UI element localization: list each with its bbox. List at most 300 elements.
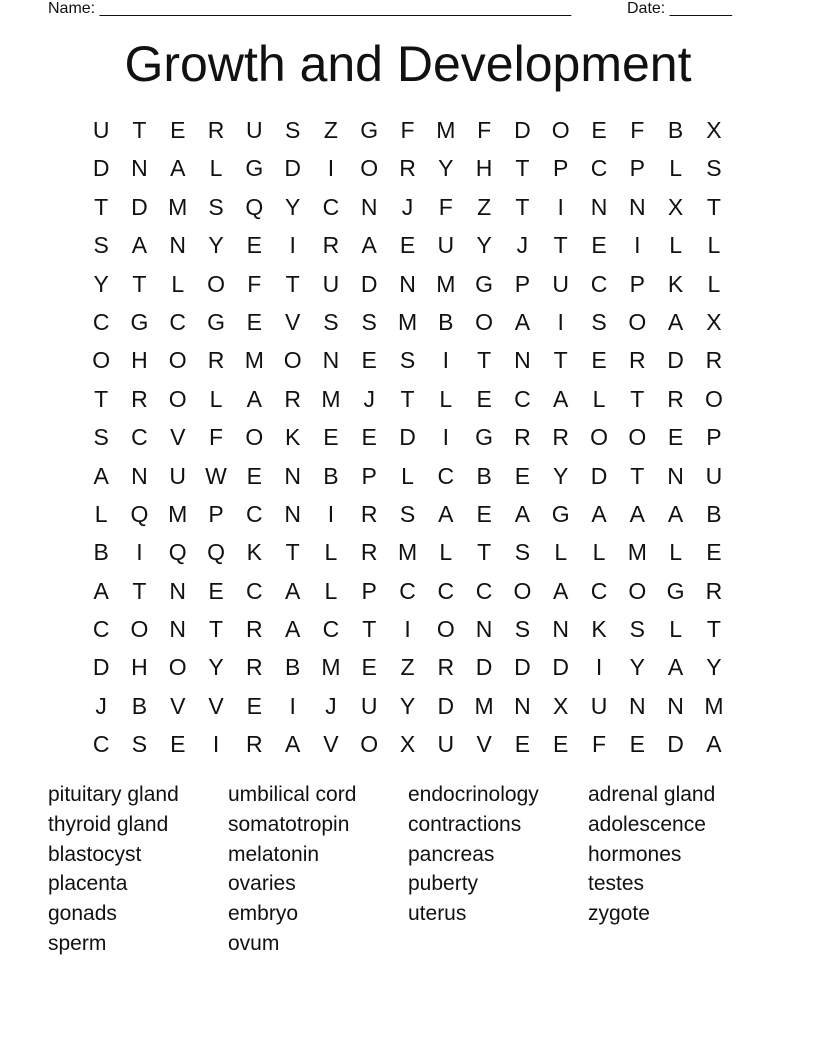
grid-letter[interactable]: E <box>476 500 492 527</box>
grid-letter[interactable]: O <box>168 347 187 374</box>
grid-letter[interactable]: M <box>704 692 724 719</box>
grid-letter[interactable]: P <box>514 270 531 297</box>
grid-letter[interactable]: K <box>667 270 684 297</box>
word-bank-item: sperm <box>48 931 107 955</box>
grid-letter[interactable]: A <box>514 308 531 335</box>
grid-letter[interactable]: A <box>284 616 301 643</box>
grid-letter[interactable]: Y <box>399 692 416 719</box>
grid-letter[interactable]: O <box>551 117 570 143</box>
grid-letter[interactable]: V <box>170 692 186 719</box>
grid-letter[interactable]: T <box>132 270 147 297</box>
grid-letter[interactable]: N <box>284 462 301 489</box>
grid-letter[interactable]: L <box>592 385 606 412</box>
grid-letter[interactable]: L <box>707 270 721 297</box>
grid-letter[interactable]: R <box>628 347 646 374</box>
grid-letter[interactable]: Y <box>476 232 492 259</box>
grid-letter[interactable]: J <box>325 692 337 719</box>
grid-letter[interactable]: L <box>592 539 606 566</box>
grid-letter[interactable]: R <box>437 654 455 681</box>
grid-letter[interactable]: L <box>401 462 414 489</box>
grid-letter[interactable]: R <box>131 385 148 412</box>
grid-letter[interactable]: O <box>475 308 494 335</box>
word-bank-item: pituitary gland <box>48 783 179 806</box>
grid-letter[interactable]: E <box>246 462 262 489</box>
grid-letter[interactable]: I <box>289 692 296 719</box>
grid-letter[interactable]: E <box>208 577 224 604</box>
grid-letter[interactable]: I <box>595 654 603 681</box>
grid-letter[interactable]: S <box>514 539 531 566</box>
grid-letter[interactable]: E <box>361 424 377 451</box>
grid-letter[interactable]: T <box>94 193 109 220</box>
grid-letter[interactable]: B <box>706 500 722 527</box>
grid-letter[interactable]: N <box>360 193 378 220</box>
grid-letter[interactable]: R <box>207 117 225 143</box>
grid-letter[interactable]: M <box>397 308 418 335</box>
grid-letter[interactable]: R <box>399 155 416 182</box>
grid-letter[interactable]: A <box>514 500 531 527</box>
grid-letter[interactable]: Z <box>477 193 492 220</box>
grid-letter[interactable]: R <box>322 232 340 259</box>
grid-letter[interactable]: T <box>477 539 492 566</box>
grid-letter[interactable]: L <box>669 539 682 566</box>
grid-letter[interactable]: A <box>284 577 301 604</box>
grid-letter[interactable]: A <box>170 155 186 182</box>
grid-letter[interactable]: U <box>360 692 378 719</box>
grid-letter[interactable]: I <box>442 347 450 374</box>
grid-letter[interactable]: N <box>475 616 493 643</box>
grid-letter[interactable]: U <box>92 117 110 143</box>
grid-letter[interactable]: U <box>552 270 570 297</box>
grid-letter[interactable]: A <box>361 232 377 259</box>
grid-letter[interactable]: F <box>630 117 645 143</box>
grid-letter[interactable]: X <box>706 117 722 143</box>
grid-letter[interactable]: G <box>475 270 494 297</box>
grid-letter[interactable]: D <box>92 155 110 182</box>
grid-letter[interactable]: I <box>212 731 220 758</box>
grid-letter[interactable]: L <box>439 539 453 566</box>
grid-letter[interactable]: E <box>667 424 684 451</box>
grid-letter[interactable]: R <box>207 347 225 374</box>
grid-letter[interactable]: A <box>438 500 454 527</box>
grid-letter[interactable]: U <box>705 462 723 489</box>
grid-letter[interactable]: C <box>590 270 608 297</box>
grid-letter[interactable]: J <box>95 692 107 719</box>
grid-letter[interactable]: T <box>515 155 530 182</box>
grid-letter[interactable]: Y <box>553 462 569 489</box>
grid-letter[interactable]: M <box>168 500 188 527</box>
grid-letter[interactable]: U <box>169 462 187 489</box>
grid-letter[interactable]: C <box>131 424 148 451</box>
grid-letter[interactable]: C <box>322 193 340 220</box>
grid-letter[interactable]: T <box>285 539 300 566</box>
grid-letter[interactable]: F <box>247 270 262 297</box>
grid-letter[interactable]: T <box>209 616 224 643</box>
grid-letter[interactable]: J <box>363 385 375 412</box>
grid-letter[interactable]: P <box>553 155 569 182</box>
grid-letter[interactable]: O <box>168 654 187 681</box>
grid-letter[interactable]: R <box>552 424 570 451</box>
grid-letter[interactable]: N <box>667 692 684 719</box>
grid-letter[interactable]: C <box>590 577 608 604</box>
grid-letter[interactable]: C <box>169 308 187 335</box>
grid-letter[interactable]: O <box>513 577 532 604</box>
grid-letter[interactable]: M <box>321 654 341 681</box>
grid-letter[interactable]: E <box>591 347 607 374</box>
grid-letter[interactable]: S <box>591 308 607 335</box>
grid-letter[interactable]: V <box>323 731 339 758</box>
grid-letter[interactable]: G <box>551 500 570 527</box>
grid-letter[interactable]: O <box>283 347 302 374</box>
grid-letter[interactable]: L <box>669 155 682 182</box>
grid-letter[interactable]: L <box>439 385 453 412</box>
grid-letter[interactable]: N <box>169 616 187 643</box>
grid-letter[interactable]: U <box>322 270 340 297</box>
grid-letter[interactable]: R <box>667 385 684 412</box>
grid-letter[interactable]: A <box>667 654 684 681</box>
grid-letter[interactable]: M <box>244 347 264 374</box>
grid-letter[interactable]: T <box>630 385 645 412</box>
grid-letter[interactable]: B <box>667 117 684 143</box>
grid-letter[interactable]: X <box>667 193 684 220</box>
grid-letter[interactable]: T <box>94 385 109 412</box>
grid-letter[interactable]: L <box>554 539 568 566</box>
grid-letter[interactable]: O <box>245 424 264 451</box>
word-bank-item: umbilical cord <box>228 783 357 806</box>
grid-letter[interactable]: P <box>208 500 224 527</box>
grid-letter[interactable]: T <box>553 232 568 259</box>
grid-letter[interactable]: N <box>628 193 646 220</box>
grid-letter[interactable]: D <box>399 424 416 451</box>
grid-letter[interactable]: C <box>246 500 263 527</box>
grid-letter[interactable]: N <box>514 692 531 719</box>
grid-letter[interactable]: N <box>399 270 416 297</box>
word-bank-item: placenta <box>48 872 128 896</box>
grid-letter[interactable]: S <box>208 193 224 220</box>
grid-letter[interactable]: Y <box>208 654 224 681</box>
grid-letter[interactable]: S <box>361 308 377 335</box>
grid-letter[interactable]: L <box>324 577 338 604</box>
grid-letter[interactable]: R <box>705 577 723 604</box>
grid-letter[interactable]: E <box>476 385 492 412</box>
grid-letter[interactable]: L <box>707 232 721 259</box>
word-bank-item: thyroid gland <box>48 812 169 836</box>
grid-letter[interactable]: T <box>132 117 147 143</box>
grid-letter[interactable]: U <box>437 232 455 259</box>
grid-letter[interactable]: S <box>93 232 109 259</box>
grid-letter[interactable]: E <box>246 308 262 335</box>
grid-letter[interactable]: B <box>131 692 148 719</box>
grid-letter[interactable]: U <box>590 692 608 719</box>
grid-letter[interactable]: R <box>360 539 378 566</box>
grid-letter[interactable]: E <box>553 731 569 758</box>
grid-letter[interactable]: F <box>477 117 492 143</box>
grid-letter[interactable]: C <box>92 616 110 643</box>
grid-letter[interactable]: E <box>170 117 186 143</box>
grid-letter[interactable]: X <box>706 308 722 335</box>
grid-letter[interactable]: E <box>323 424 339 451</box>
grid-letter[interactable]: E <box>629 731 645 758</box>
grid-letter[interactable]: H <box>475 155 493 182</box>
grid-letter[interactable]: T <box>706 193 721 220</box>
grid-letter[interactable]: A <box>131 232 148 259</box>
grid-letter[interactable]: V <box>208 692 224 719</box>
grid-letter[interactable]: O <box>704 385 723 412</box>
grid-letter[interactable]: F <box>209 424 224 451</box>
grid-letter[interactable]: O <box>360 731 379 758</box>
grid-letter[interactable]: N <box>590 193 608 220</box>
word-bank-item: ovum <box>228 931 280 955</box>
grid-letter[interactable]: G <box>245 155 264 182</box>
grid-letter[interactable]: E <box>514 731 531 758</box>
grid-letter[interactable]: A <box>706 731 722 758</box>
grid-letter[interactable]: Y <box>284 193 301 220</box>
grid-letter[interactable]: O <box>628 424 647 451</box>
name-field-label: Name: _____________________________________________________ <box>48 0 572 17</box>
grid-letter[interactable]: U <box>246 117 263 143</box>
grid-letter[interactable]: N <box>322 347 340 374</box>
grid-letter[interactable]: M <box>397 539 418 566</box>
grid-letter[interactable]: C <box>437 462 455 489</box>
grid-letter[interactable]: V <box>476 731 492 758</box>
grid-letter[interactable]: C <box>92 308 110 335</box>
grid-letter[interactable]: A <box>553 577 569 604</box>
grid-letter[interactable]: L <box>209 155 223 182</box>
grid-letter[interactable]: S <box>706 155 722 182</box>
grid-letter[interactable]: R <box>246 731 263 758</box>
grid-letter[interactable]: M <box>321 385 341 412</box>
grid-letter[interactable]: A <box>93 577 109 604</box>
grid-letter[interactable]: G <box>360 117 379 143</box>
grid-letter[interactable]: F <box>400 117 415 143</box>
grid-letter[interactable]: D <box>514 117 531 143</box>
grid-letter[interactable]: O <box>207 270 225 297</box>
grid-letter[interactable]: S <box>399 500 416 527</box>
grid-letter[interactable]: D <box>590 462 608 489</box>
grid-letter[interactable]: V <box>284 308 301 335</box>
grid-letter[interactable]: R <box>246 654 263 681</box>
grid-letter[interactable]: J <box>516 232 529 259</box>
grid-letter[interactable]: A <box>591 500 607 527</box>
grid-letter[interactable]: I <box>404 616 411 643</box>
grid-letter[interactable]: T <box>132 577 147 604</box>
grid-letter[interactable]: L <box>669 232 682 259</box>
grid-letter[interactable]: W <box>205 462 227 489</box>
date-field-label: Date: _______ <box>627 0 732 17</box>
grid-letter[interactable]: I <box>442 424 450 451</box>
grid-letter[interactable]: X <box>399 731 416 758</box>
grid-letter[interactable]: G <box>207 308 225 335</box>
grid-letter[interactable]: Y <box>706 654 722 681</box>
grid-letter[interactable]: L <box>209 385 223 412</box>
grid-letter[interactable]: E <box>246 232 262 259</box>
grid-letter[interactable]: A <box>667 500 684 527</box>
grid-letter[interactable]: N <box>628 692 646 719</box>
grid-letter[interactable]: S <box>514 616 531 643</box>
grid-letter[interactable]: H <box>131 654 148 681</box>
grid-letter[interactable]: C <box>246 577 263 604</box>
grid-letter[interactable]: T <box>477 347 492 374</box>
grid-letter[interactable]: D <box>284 155 301 182</box>
grid-letter[interactable]: H <box>131 347 148 374</box>
grid-letter[interactable]: M <box>474 692 494 719</box>
grid-letter[interactable]: C <box>514 385 531 412</box>
word-bank <box>48 780 768 959</box>
grid-letter[interactable]: P <box>629 270 645 297</box>
grid-letter[interactable]: Q <box>245 193 264 220</box>
grid-letter[interactable]: B <box>323 462 339 489</box>
grid-letter[interactable]: F <box>438 193 453 220</box>
grid-letter[interactable]: Y <box>629 654 645 681</box>
grid-letter[interactable]: E <box>591 117 607 143</box>
grid-letter[interactable]: I <box>136 539 143 566</box>
grid-letter[interactable]: Q <box>207 539 225 566</box>
grid-letter[interactable]: D <box>92 654 110 681</box>
grid-letter[interactable]: Z <box>400 654 415 681</box>
grid-letter[interactable]: C <box>590 155 608 182</box>
grid-letter[interactable]: I <box>634 232 641 259</box>
grid-letter[interactable]: E <box>170 731 186 758</box>
grid-letter[interactable]: K <box>591 616 607 643</box>
grid-letter[interactable]: N <box>169 232 187 259</box>
grid-letter[interactable]: Y <box>93 270 109 297</box>
grid-letter[interactable]: I <box>327 500 335 527</box>
grid-letter[interactable]: D <box>437 692 455 719</box>
grid-letter[interactable]: T <box>285 270 300 297</box>
grid-letter[interactable]: N <box>514 347 531 374</box>
grid-letter[interactable]: R <box>360 500 378 527</box>
grid-letter[interactable]: R <box>705 347 723 374</box>
grid-letter[interactable]: Y <box>208 232 224 259</box>
grid-letter[interactable]: E <box>246 692 262 719</box>
grid-letter[interactable]: C <box>399 577 416 604</box>
grid-letter[interactable]: N <box>131 155 148 182</box>
grid-letter[interactable]: Z <box>323 117 338 143</box>
grid-letter[interactable]: S <box>323 308 339 335</box>
grid-letter[interactable]: S <box>629 616 645 643</box>
grid-letter[interactable]: A <box>246 385 262 412</box>
grid-letter[interactable]: M <box>436 270 456 297</box>
grid-letter[interactable]: A <box>284 731 301 758</box>
grid-letter[interactable]: L <box>171 270 185 297</box>
grid-letter[interactable]: I <box>327 155 335 182</box>
grid-letter[interactable]: L <box>324 539 338 566</box>
grid-letter[interactable]: E <box>706 539 722 566</box>
grid-letter[interactable]: Q <box>168 539 187 566</box>
grid-letter[interactable]: O <box>628 577 647 604</box>
grid-letter[interactable]: A <box>93 462 109 489</box>
grid-letter[interactable]: R <box>246 616 263 643</box>
grid-letter[interactable]: I <box>557 308 564 335</box>
grid-letter[interactable]: B <box>93 539 109 566</box>
grid-letter[interactable]: I <box>557 193 564 220</box>
grid-letter[interactable]: N <box>667 462 684 489</box>
grid-letter[interactable]: G <box>130 308 149 335</box>
grid-letter[interactable]: M <box>168 193 188 220</box>
grid-letter[interactable]: S <box>131 731 148 758</box>
grid-letter[interactable]: D <box>667 347 684 374</box>
grid-letter[interactable]: O <box>436 616 455 643</box>
grid-letter[interactable]: E <box>399 232 416 259</box>
grid-letter[interactable]: N <box>552 616 570 643</box>
grid-letter[interactable]: D <box>360 270 378 297</box>
grid-letter[interactable]: A <box>629 500 645 527</box>
grid-letter[interactable]: S <box>399 347 416 374</box>
grid-letter[interactable]: Q <box>130 500 149 527</box>
grid-letter[interactable]: N <box>169 577 187 604</box>
grid-letter[interactable]: E <box>591 232 607 259</box>
grid-letter[interactable]: L <box>94 500 108 527</box>
grid-letter[interactable]: N <box>284 500 301 527</box>
grid-letter[interactable]: P <box>361 462 377 489</box>
word-bank-item: adolescence <box>588 812 706 836</box>
grid-letter[interactable]: D <box>131 193 148 220</box>
grid-letter[interactable]: P <box>629 155 645 182</box>
grid-letter[interactable]: J <box>401 193 414 220</box>
grid-letter[interactable]: B <box>284 654 301 681</box>
grid-letter[interactable]: E <box>514 462 531 489</box>
grid-letter[interactable]: I <box>289 232 296 259</box>
grid-letter[interactable]: P <box>361 577 377 604</box>
grid-letter[interactable]: O <box>360 155 379 182</box>
grid-letter[interactable]: P <box>706 424 722 451</box>
grid-letter[interactable]: C <box>475 577 493 604</box>
grid-letter[interactable]: G <box>666 577 685 604</box>
grid-letter[interactable]: O <box>92 347 111 374</box>
grid-letter[interactable]: R <box>514 424 531 451</box>
grid-letter[interactable]: B <box>476 462 492 489</box>
grid-letter[interactable]: T <box>362 616 377 643</box>
grid-letter[interactable]: E <box>361 347 377 374</box>
grid-letter[interactable]: S <box>93 424 109 451</box>
grid-letter[interactable]: U <box>437 731 455 758</box>
grid-letter[interactable]: T <box>706 616 721 643</box>
grid-letter[interactable]: N <box>131 462 148 489</box>
word-search-grid <box>82 111 733 764</box>
grid-letter[interactable]: C <box>322 616 340 643</box>
grid-letter[interactable]: D <box>514 654 531 681</box>
grid-letter[interactable]: T <box>630 462 645 489</box>
grid-letter[interactable]: A <box>667 308 684 335</box>
grid-letter[interactable]: T <box>553 347 568 374</box>
grid-letter[interactable]: D <box>475 654 493 681</box>
grid-letter[interactable]: E <box>361 654 377 681</box>
grid-letter[interactable]: C <box>92 731 110 758</box>
grid-letter[interactable]: M <box>436 117 456 143</box>
grid-letter[interactable]: S <box>284 117 301 143</box>
grid-letter[interactable]: C <box>437 577 455 604</box>
grid-letter[interactable]: R <box>284 385 301 412</box>
grid-letter[interactable]: D <box>552 654 570 681</box>
grid-letter[interactable]: K <box>284 424 301 451</box>
grid-letter[interactable]: O <box>130 616 149 643</box>
grid-letter[interactable]: O <box>168 385 187 412</box>
grid-letter[interactable]: T <box>400 385 415 412</box>
grid-letter[interactable]: T <box>515 193 530 220</box>
grid-letter[interactable]: M <box>627 539 647 566</box>
grid-letter[interactable]: V <box>170 424 186 451</box>
grid-letter[interactable]: B <box>438 308 454 335</box>
grid-letter[interactable]: G <box>475 424 494 451</box>
grid-letter[interactable]: F <box>591 731 607 758</box>
grid-letter[interactable]: K <box>246 539 262 566</box>
grid-letter[interactable]: X <box>553 692 569 719</box>
grid-letter[interactable]: A <box>553 385 569 412</box>
grid-letter[interactable]: D <box>667 731 684 758</box>
grid-letter[interactable]: Y <box>438 155 454 182</box>
grid-letter[interactable]: O <box>590 424 608 451</box>
grid-letter[interactable]: O <box>628 308 647 335</box>
grid-letter[interactable]: L <box>669 616 682 643</box>
